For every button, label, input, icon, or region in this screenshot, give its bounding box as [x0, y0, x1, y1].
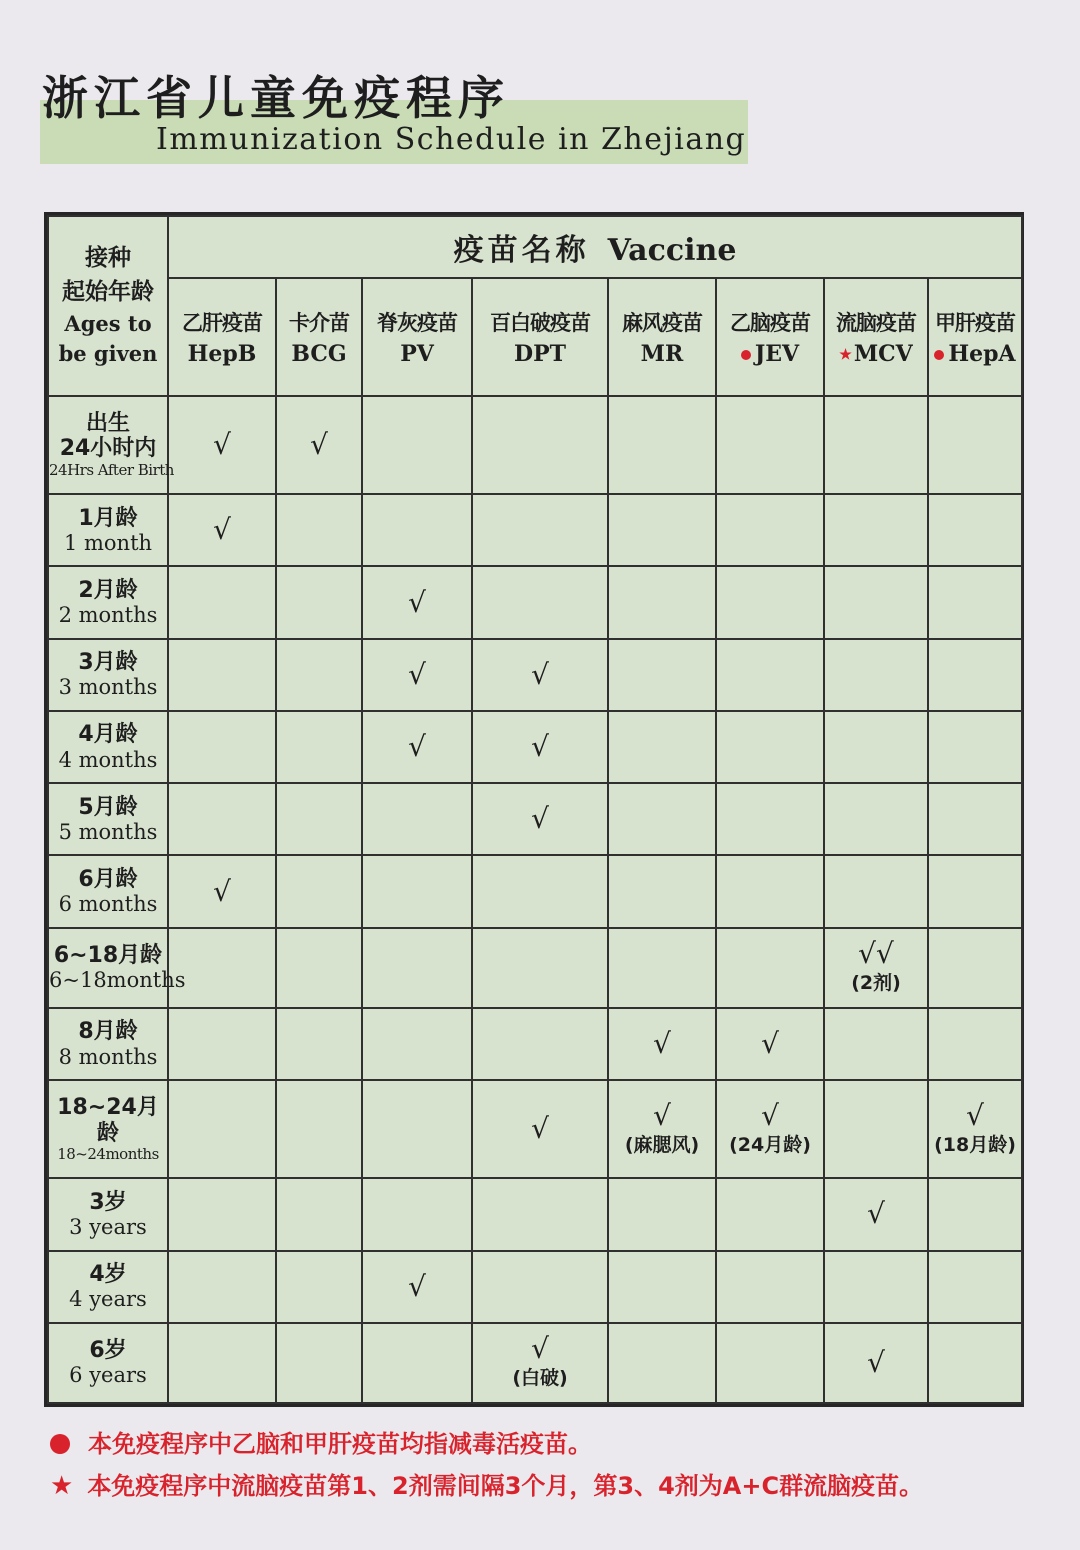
age-cell [48, 783, 168, 855]
schedule-row [48, 711, 1022, 783]
check-mark-icon: √ [761, 1026, 779, 1060]
schedule-cell [276, 1251, 362, 1323]
schedule-cell [716, 928, 824, 1008]
vaccine-name-cn: 流脑疫苗 [836, 311, 916, 335]
check-mark-icon: √ [867, 1345, 885, 1379]
schedule-cell [168, 396, 276, 494]
age-label-cn: 4岁 [89, 1261, 127, 1287]
schedule-cell [928, 566, 1022, 638]
schedule-grid [47, 215, 1023, 1404]
red-star-icon: ★ [839, 347, 852, 363]
vaccine-abbr: BCG [291, 341, 347, 367]
schedule-cell [276, 566, 362, 638]
schedule-cell [362, 1008, 472, 1080]
vaccine-abbr: HepA [948, 341, 1016, 367]
schedule-row [48, 928, 1022, 1008]
age-label-cn: 6~18月龄 [53, 943, 163, 969]
schedule-cell [824, 639, 928, 711]
age-label-en: 6 years [69, 1363, 147, 1388]
age-label-cn: 6岁 [89, 1338, 127, 1364]
age-label-en: 18~24months [57, 1144, 159, 1163]
schedule-cell [824, 1178, 928, 1250]
vaccine-header-en: Vaccine [607, 233, 737, 268]
schedule-cell [608, 396, 716, 494]
red-star-icon: ★ [50, 1471, 74, 1501]
schedule-cell [716, 1008, 824, 1080]
vaccine-header [168, 216, 1022, 278]
age-label-en: 24Hrs After Birth [49, 460, 174, 479]
schedule-cell [168, 855, 276, 927]
check-mark-icon: √ [761, 1098, 779, 1132]
vaccine-name-en [717, 341, 823, 367]
schedule-cell [928, 639, 1022, 711]
schedule-cell [362, 1251, 472, 1323]
schedule-cell [608, 928, 716, 1008]
schedule-row [48, 566, 1022, 638]
age-cell [48, 1178, 168, 1250]
check-mark-icon: √ [531, 802, 549, 836]
schedule-cell [608, 1008, 716, 1080]
schedule-cell [276, 1080, 362, 1178]
schedule-cell [362, 396, 472, 494]
vaccine-name-en [277, 341, 361, 367]
check-mark-icon: √ [531, 657, 549, 691]
dose-note: (24月龄) [729, 1133, 811, 1156]
schedule-cell [276, 783, 362, 855]
schedule-row [48, 855, 1022, 927]
vaccine-name-en [929, 341, 1021, 367]
page-subtitle: Immunization Schedule in Zhejiang [156, 122, 747, 157]
schedule-cell [608, 1323, 716, 1403]
schedule-cell [608, 1080, 716, 1178]
age-label-en: 8 months [58, 1044, 158, 1069]
schedule-cell [362, 855, 472, 927]
schedule-cell [472, 783, 608, 855]
schedule-cell [276, 639, 362, 711]
schedule-cell [824, 783, 928, 855]
schedule-row [48, 1178, 1022, 1250]
schedule-row [48, 1251, 1022, 1323]
schedule-cell [472, 1080, 608, 1178]
vaccine-column-header [168, 278, 276, 396]
schedule-cell [472, 1008, 608, 1080]
schedule-cell [276, 396, 362, 494]
schedule-cell [472, 1323, 608, 1403]
vaccine-name-en [169, 341, 275, 367]
schedule-cell [276, 855, 362, 927]
age-label-en: 3 months [58, 675, 158, 700]
schedule-cell [716, 711, 824, 783]
schedule-cell [928, 1178, 1022, 1250]
vaccine-column-header [362, 278, 472, 396]
schedule-cell [608, 783, 716, 855]
schedule-cell [608, 566, 716, 638]
schedule-cell [608, 855, 716, 927]
footnote-dot-text: 本免疫程序中乙脑和甲肝疫苗均指减毒活疫苗。 [88, 1430, 592, 1458]
schedule-row [48, 639, 1022, 711]
schedule-row [48, 1008, 1022, 1080]
schedule-cell [362, 1178, 472, 1250]
check-mark-icon: √ [966, 1098, 984, 1132]
check-mark-icon: √ [213, 874, 231, 908]
dose-note: (2剂) [851, 972, 901, 995]
age-label-en: 5 months [58, 819, 158, 844]
schedule-cell [608, 639, 716, 711]
vaccine-abbr: DPT [514, 341, 566, 367]
vaccine-abbr: PV [400, 341, 434, 367]
schedule-cell [928, 783, 1022, 855]
page-title: 浙江省儿童免疫程序 [42, 71, 510, 125]
schedule-cell [824, 1323, 928, 1403]
schedule-row [48, 494, 1022, 566]
red-dot-icon [741, 350, 751, 360]
schedule-cell [472, 566, 608, 638]
schedule-cell [608, 711, 716, 783]
schedule-cell [824, 494, 928, 566]
vaccine-name-cn: 脊灰疫苗 [377, 311, 457, 335]
schedule-cell [168, 711, 276, 783]
schedule-row [48, 1080, 1022, 1178]
schedule-cell [168, 566, 276, 638]
schedule-cell [362, 639, 472, 711]
vaccine-column-header [608, 278, 716, 396]
dose-note: (白破) [512, 1367, 568, 1390]
schedule-cell [362, 783, 472, 855]
schedule-cell [276, 928, 362, 1008]
schedule-cell [276, 1008, 362, 1080]
schedule-cell [608, 1251, 716, 1323]
check-mark-icon: √ [653, 1026, 671, 1060]
vaccine-name-cn: 乙肝疫苗 [182, 311, 262, 335]
schedule-row [48, 396, 1022, 494]
schedule-cell [716, 1080, 824, 1178]
age-label-cn: 2月龄 [78, 577, 138, 603]
schedule-cell [928, 855, 1022, 927]
schedule-cell [168, 783, 276, 855]
age-cell [48, 1251, 168, 1323]
footnote-dot [50, 1424, 592, 1459]
schedule-cell [472, 1178, 608, 1250]
age-label-en: 6~18months [49, 968, 186, 993]
check-mark-icon: √ [531, 730, 549, 764]
schedule-cell [716, 783, 824, 855]
schedule-cell [824, 1080, 928, 1178]
age-label-cn: 3岁 [89, 1189, 127, 1215]
age-label-cn: 6月龄 [78, 866, 138, 892]
vaccine-column-header [472, 278, 608, 396]
schedule-cell [928, 928, 1022, 1008]
check-mark-icon: √ [408, 657, 426, 691]
age-cell [48, 1080, 168, 1178]
age-cell [48, 566, 168, 638]
check-mark-icon: √√ [858, 937, 894, 971]
age-label-cn: 3月龄 [78, 650, 138, 676]
schedule-cell [824, 928, 928, 1008]
vaccine-name-cn: 百白破疫苗 [490, 311, 590, 335]
vaccine-name-cn: 甲肝疫苗 [935, 311, 1016, 335]
schedule-cell [824, 566, 928, 638]
check-mark-icon: √ [408, 730, 426, 764]
vaccine-name-cn: 乙脑疫苗 [730, 311, 810, 335]
schedule-row [48, 783, 1022, 855]
schedule-cell [716, 1178, 824, 1250]
schedule-cell [472, 855, 608, 927]
schedule-cell [608, 1178, 716, 1250]
age-label-cn: 5月龄 [78, 794, 138, 820]
age-label-cn: 1月龄 [78, 505, 138, 531]
schedule-cell [472, 711, 608, 783]
schedule-cell [928, 1323, 1022, 1403]
age-cell [48, 928, 186, 1008]
age-cell [48, 855, 168, 927]
age-header-en-1: Ages to [64, 310, 152, 336]
age-label-en: 4 months [58, 747, 158, 772]
footnote-star-text: 本免疫程序中流脑疫苗第1、2剂需间隔3个月，第3、4剂为A+C群流脑疫苗。 [87, 1472, 924, 1500]
schedule-cell [168, 1251, 276, 1323]
schedule-cell [168, 494, 276, 566]
vaccine-abbr: MR [640, 341, 684, 367]
schedule-cell [168, 1178, 276, 1250]
footnote-star [50, 1466, 923, 1501]
dose-note: (18月龄) [934, 1133, 1016, 1156]
check-mark-icon: √ [653, 1098, 671, 1132]
schedule-cell [362, 566, 472, 638]
schedule-cell [472, 494, 608, 566]
vaccine-abbr: MCV [853, 341, 913, 367]
age-label-en: 2 months [58, 603, 158, 628]
schedule-cell [276, 1178, 362, 1250]
age-label-en: 3 years [69, 1214, 147, 1239]
age-label-en: 1 month [63, 530, 153, 555]
age-header-cn-1: 接种 [85, 245, 131, 272]
age-cell [48, 639, 168, 711]
schedule-cell [824, 1008, 928, 1080]
schedule-cell [928, 1080, 1022, 1178]
check-mark-icon: √ [531, 1112, 549, 1146]
age-cell [48, 1323, 168, 1403]
schedule-cell [716, 494, 824, 566]
schedule-cell [608, 494, 716, 566]
schedule-cell [472, 396, 608, 494]
schedule-cell [362, 711, 472, 783]
schedule-cell [276, 494, 362, 566]
vaccine-name-en [609, 341, 715, 367]
schedule-cell [824, 1251, 928, 1323]
age-cell [48, 396, 174, 494]
vaccine-column-header [824, 278, 928, 396]
age-header-en-2: be given [58, 341, 158, 367]
schedule-cell [362, 1080, 472, 1178]
age-cell [48, 711, 168, 783]
schedule-cell [362, 1323, 472, 1403]
age-label-en: 6 months [58, 892, 158, 917]
red-dot-icon [50, 1434, 70, 1454]
vaccine-name-en [473, 341, 607, 367]
schedule-cell [276, 711, 362, 783]
check-mark-icon: √ [213, 513, 231, 547]
schedule-cell [824, 711, 928, 783]
schedule-cell [716, 1323, 824, 1403]
age-header-cn-2: 起始年龄 [62, 278, 154, 305]
vaccine-column-header [276, 278, 362, 396]
schedule-cell [168, 1080, 276, 1178]
schedule-cell [716, 566, 824, 638]
red-dot-icon [934, 350, 944, 360]
schedule-cell [928, 396, 1022, 494]
vaccine-name-en [825, 341, 927, 367]
schedule-cell [928, 1008, 1022, 1080]
vaccine-abbr: HepB [187, 341, 257, 367]
check-mark-icon: √ [408, 585, 426, 619]
age-cell [48, 494, 168, 566]
check-mark-icon: √ [213, 428, 231, 462]
schedule-cell [716, 1251, 824, 1323]
schedule-row [48, 1323, 1022, 1403]
age-cell [48, 1008, 168, 1080]
schedule-cell [472, 1251, 608, 1323]
dose-note: (麻腮风) [624, 1133, 700, 1156]
schedule-cell [824, 396, 928, 494]
schedule-cell [716, 639, 824, 711]
schedule-cell [362, 928, 472, 1008]
schedule-cell [362, 494, 472, 566]
schedule-cell [824, 855, 928, 927]
schedule-cell [168, 639, 276, 711]
schedule-cell [928, 1251, 1022, 1323]
vaccine-header-cn: 疫苗名称 [453, 233, 590, 268]
vaccine-column-header [716, 278, 824, 396]
check-mark-icon: √ [310, 428, 328, 462]
check-mark-icon: √ [531, 1332, 549, 1366]
vaccine-abbr: JEV [754, 341, 800, 367]
schedule-cell [716, 396, 824, 494]
schedule-cell [928, 494, 1022, 566]
vaccine-name-cn: 麻风疫苗 [622, 311, 702, 335]
schedule-cell [276, 1323, 362, 1403]
schedule-cell [168, 1008, 276, 1080]
age-label-cn: 出生 24小时内 [59, 411, 157, 462]
vaccine-column-header [928, 278, 1022, 396]
age-label-cn: 18~24月龄 [57, 1095, 159, 1146]
age-header [48, 216, 168, 396]
schedule-cell [716, 855, 824, 927]
vaccine-name-en [363, 341, 471, 367]
vaccine-name-cn: 卡介苗 [289, 311, 349, 335]
check-mark-icon: √ [867, 1197, 885, 1231]
schedule-table [44, 212, 1024, 1407]
age-label-cn: 8月龄 [78, 1019, 138, 1045]
check-mark-icon: √ [408, 1269, 426, 1303]
schedule-cell [472, 928, 608, 1008]
schedule-cell [928, 711, 1022, 783]
schedule-cell [168, 1323, 276, 1403]
age-label-cn: 4月龄 [78, 722, 138, 748]
age-label-en: 4 years [69, 1287, 147, 1312]
schedule-cell [472, 639, 608, 711]
